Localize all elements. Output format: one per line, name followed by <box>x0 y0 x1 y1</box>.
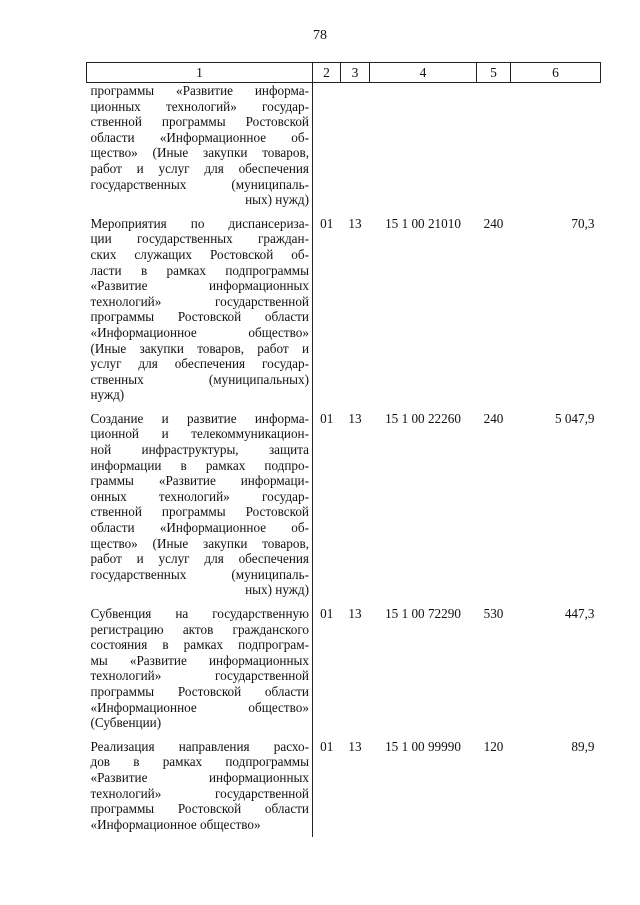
target-article-code: 15 1 00 72290 <box>385 606 461 621</box>
description-line: «Информационное общество» <box>90 699 309 715</box>
description-line: (Иные закупки товаров, работ и <box>90 340 309 356</box>
description-line: ских служащих Ростовской об- <box>90 246 309 262</box>
description-line: Субвенция на государственную <box>90 606 309 621</box>
section-code <box>313 83 341 213</box>
description-line: области «Информационное об- <box>90 129 309 145</box>
description-line: онных технологий» государ- <box>90 488 309 504</box>
expense-type-code: 240 <box>483 215 504 231</box>
section-code: 01 <box>320 606 334 621</box>
description-line: «Развитие информационных <box>90 769 309 785</box>
subsection-code <box>341 83 370 213</box>
header-col-6: 6 <box>511 63 601 83</box>
expense-type-code <box>477 83 511 213</box>
table-row <box>87 213 601 408</box>
description-line: щество» (Иные закупки товаров, <box>90 535 309 551</box>
target-article-code: 15 1 00 99990 <box>385 738 461 754</box>
item-description <box>87 408 313 603</box>
description-line: ственной программы Ростовской <box>90 114 309 130</box>
description-line: ственной программы Ростовской <box>90 504 309 520</box>
description-line: ной инфраструктуры, защита <box>90 442 309 458</box>
description-line: ных) нужд) <box>245 582 309 598</box>
description-line: программы Ростовской области <box>90 683 309 699</box>
description-line: Создание и развитие информа- <box>90 410 309 426</box>
description-line: информации в рамках подпро- <box>90 457 309 473</box>
amount-value: 5 047,9 <box>554 410 595 426</box>
expense-type-code: 240 <box>483 410 504 426</box>
description-line: государственных (муниципаль- <box>90 176 309 192</box>
description-line: ласти в рамках подпрограммы <box>90 262 309 278</box>
description-line: ционных технологий» государ- <box>90 98 309 114</box>
amount-value <box>511 83 601 213</box>
subsection-code: 13 <box>348 410 362 426</box>
item-description <box>87 736 313 838</box>
section-code: 01 <box>320 215 334 231</box>
table-row <box>87 603 601 736</box>
target-article-code <box>370 83 477 213</box>
description-line: работ и услуг для обеспечения <box>90 551 309 567</box>
amount-value: 89,9 <box>571 738 595 754</box>
table-row <box>87 408 601 603</box>
header-col-1: 1 <box>87 63 313 83</box>
item-description <box>87 83 313 213</box>
description-line: нужд) <box>90 387 125 403</box>
description-line: граммы «Развитие информаци- <box>90 473 309 489</box>
subsection-code: 13 <box>348 606 362 621</box>
description-line: государственных (муниципаль- <box>90 566 309 582</box>
expense-type-code: 120 <box>483 738 504 754</box>
subsection-code: 13 <box>348 215 362 231</box>
subsection-code: 13 <box>348 738 362 754</box>
description-line: технологий» государственной <box>90 668 309 684</box>
section-code: 01 <box>320 410 334 426</box>
description-line: работ и услуг для обеспечения <box>90 160 309 176</box>
description-line: области «Информационное об- <box>90 520 309 536</box>
table-row <box>87 83 601 213</box>
description-line: щество» (Иные закупки товаров, <box>90 145 309 161</box>
description-line: «Информационное общество» <box>90 324 309 340</box>
amount-value: 447,3 <box>564 606 595 621</box>
description-line: (Субвенции) <box>90 715 162 731</box>
description-line: дов в рамках подпрограммы <box>90 754 309 770</box>
table-header-row <box>87 63 601 83</box>
budget-table <box>86 62 601 837</box>
target-article-code: 15 1 00 21010 <box>385 215 461 231</box>
item-description <box>87 603 313 736</box>
header-col-3: 3 <box>341 63 370 83</box>
header-col-4: 4 <box>370 63 477 83</box>
target-article-code: 15 1 00 22260 <box>385 410 461 426</box>
description-line: программы «Развитие информа- <box>90 83 309 98</box>
table-row <box>87 736 601 838</box>
description-line: состояния в рамках подпрограм- <box>90 637 309 653</box>
description-line: услуг для обеспечения государ- <box>90 356 309 372</box>
table-body <box>87 83 601 838</box>
amount-value: 70,3 <box>571 215 595 231</box>
description-line: программы Ростовской области <box>90 801 309 817</box>
description-line: Реализация направления расхо- <box>90 738 309 754</box>
item-description <box>87 213 313 408</box>
description-line: технологий» государственной <box>90 785 309 801</box>
description-line: ных) нужд) <box>245 192 309 208</box>
description-line: ционной и телекоммуникацион- <box>90 426 309 442</box>
description-line: регистрацию актов гражданского <box>90 621 309 637</box>
description-line: ственных (муниципальных) <box>90 371 309 387</box>
description-line: технологий» государственной <box>90 293 309 309</box>
expense-type-code: 530 <box>483 606 504 621</box>
description-line: мы «Развитие информационных <box>90 652 309 668</box>
section-code: 01 <box>320 738 334 754</box>
description-line: Мероприятия по диспансериза- <box>90 215 309 231</box>
description-line: «Развитие информационных <box>90 278 309 294</box>
header-col-5: 5 <box>477 63 511 83</box>
description-line: ции государственных граждан- <box>90 231 309 247</box>
page-number: 78 <box>313 28 327 43</box>
description-line: «Информационное общество» <box>90 816 261 832</box>
header-col-2: 2 <box>313 63 341 83</box>
description-line: программы Ростовской области <box>90 309 309 325</box>
